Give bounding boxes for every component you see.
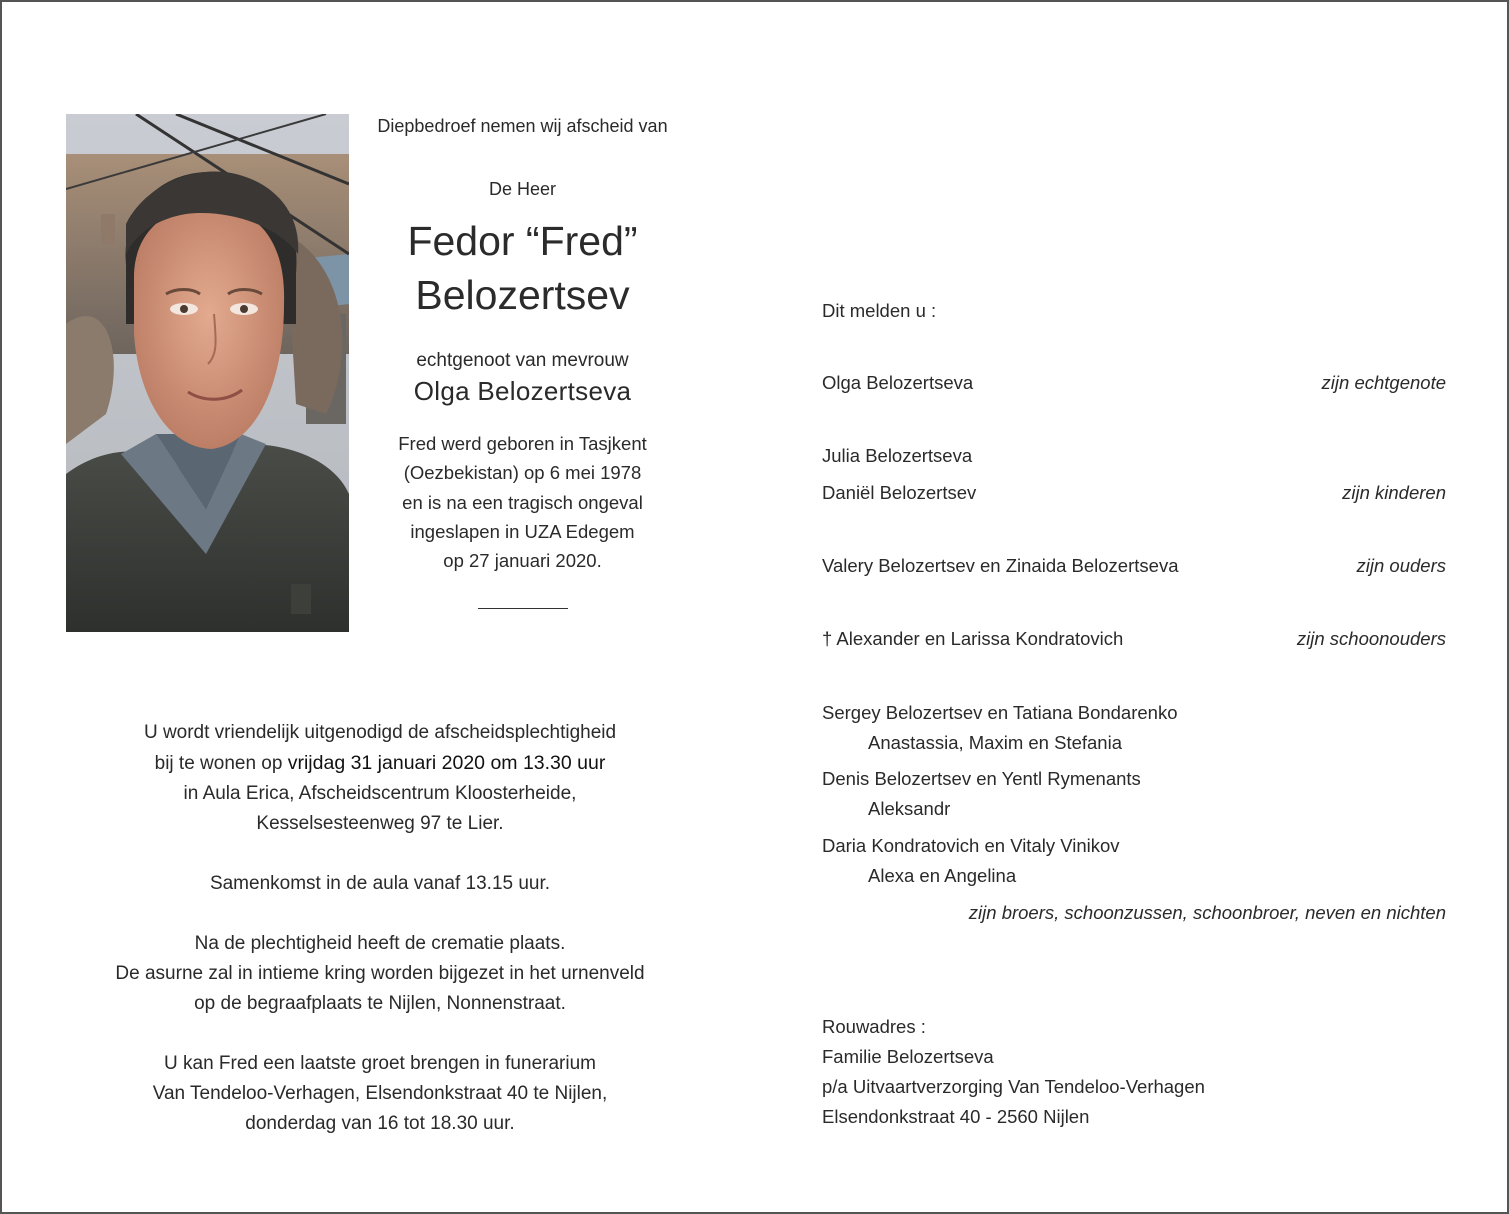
intro-text: Diepbedroef nemen wij afscheid van <box>377 116 668 136</box>
family-name: Valery Belozertsev en Zinaida Belozertseva <box>822 555 1179 576</box>
visit-line: U kan Fred een laatste groet brengen in funerarium <box>164 1053 596 1074</box>
family-row-parents <box>822 553 1446 579</box>
deceased-name-line-1: Fedor “Fred” <box>407 218 638 264</box>
family-name: Julia Belozertseva <box>822 445 973 466</box>
deceased-announcement <box>370 114 675 609</box>
family-relation: zijn schoonouders <box>1296 628 1446 649</box>
family-row-siblings-relation <box>822 900 1446 926</box>
cremation-line: De asurne zal in intieme kring worden bijgezet in het urnenveld <box>115 963 645 984</box>
deceased-name-line-2: Belozertsev <box>415 272 630 318</box>
address-line: p/a Uitvaartverzorging Van Tendeloo-Verhagen <box>822 1076 1205 1097</box>
family-name: Daria Kondratovich en Vitaly Vinikov <box>822 835 1120 856</box>
bio-line: op 27 januari 2020. <box>443 550 602 572</box>
ceremony-line: U wordt vriendelijk uitgenodigd de afscheidsplechtigheid <box>143 722 617 743</box>
ceremony-info <box>80 718 680 1169</box>
visit-line: donderdag van 16 tot 18.30 uur. <box>245 1113 515 1134</box>
family-row-grandchildren <box>822 863 1446 889</box>
family-name: Sergey Belozertsev en Tatiana Bondarenko <box>822 702 1178 723</box>
bio-line: en is na een tragisch ongeval <box>402 491 643 513</box>
family-row-spouse <box>822 370 1446 396</box>
bio-line: ingeslapen in UZA Edegem <box>410 520 635 542</box>
spouse-name: Olga Belozertseva <box>413 376 632 406</box>
family-row-child <box>822 443 1446 469</box>
bio-line: (Oezbekistan) op 6 mei 1978 <box>403 462 642 484</box>
family-relation: zijn echtgenote <box>1321 372 1446 393</box>
address-line-row <box>822 1104 1446 1130</box>
family-name: Olga Belozertseva <box>822 372 974 393</box>
ceremony-date: vrijdag 31 januari 2020 om 13.30 uur <box>287 752 606 774</box>
ceremony-line: in Aula Erica, Afscheidscentrum Kloosterheide, <box>183 783 577 804</box>
family-row-sibling <box>822 833 1446 859</box>
ceremony-invitation <box>80 718 680 839</box>
ceremony-line: Kesselsesteenweg 97 te Lier. <box>256 813 504 834</box>
portrait-photo <box>66 114 349 632</box>
family-relation: zijn broers, schoonzussen, schoonbroer, neven en nichten <box>968 902 1446 923</box>
address-label: Rouwadres : <box>822 1016 926 1037</box>
honorific: De Heer <box>488 179 557 199</box>
family-name: Alexa en Angelina <box>868 865 1017 886</box>
family-name: Denis Belozertsev en Yentl Rymenants <box>822 768 1141 789</box>
address-line-row <box>822 1044 1446 1070</box>
family-heading-text: Dit melden u : <box>822 300 937 321</box>
family-heading <box>822 298 1446 324</box>
gathering-line: Samenkomst in de aula vanaf 13.15 uur. <box>209 873 551 894</box>
deceased-name <box>370 214 675 322</box>
cremation-line: op de begraafplaats te Nijlen, Nonnenstraat. <box>194 993 566 1014</box>
divider <box>478 608 568 609</box>
cremation-line: Na de plechtigheid heeft de crematie plaats. <box>194 933 566 954</box>
visit-line: Van Tendeloo-Verhagen, Elsendonkstraat 40 te Nijlen, <box>152 1083 608 1104</box>
family-row-sibling <box>822 700 1446 726</box>
family-row-child <box>822 480 1446 506</box>
family-name: † Alexander en Larissa Kondratovich <box>822 628 1124 649</box>
address-line-row <box>822 1074 1446 1100</box>
biography <box>370 429 675 575</box>
address-label-row <box>822 1014 1446 1040</box>
gathering-info <box>80 869 680 899</box>
family-relation: zijn ouders <box>1356 555 1446 576</box>
address-line: Familie Belozertseva <box>822 1046 994 1067</box>
family-name: Aleksandr <box>868 798 951 819</box>
family-row-grandchildren <box>822 796 1446 822</box>
family-name: Daniël Belozertsev <box>822 482 977 503</box>
ceremony-line: bij te wonen op <box>154 753 288 774</box>
family-name: Anastassia, Maxim en Stefania <box>868 732 1122 753</box>
family-row-grandchildren <box>822 730 1446 756</box>
bio-line: Fred werd geboren in Tasjkent <box>398 433 647 454</box>
visit-info <box>80 1049 680 1139</box>
spouse-intro: echtgenoot van mevrouw <box>416 350 629 371</box>
family-row-sibling <box>822 766 1446 792</box>
cremation-info <box>80 929 680 1019</box>
family-relation: zijn kinderen <box>1342 482 1446 503</box>
address-line: Elsendonkstraat 40 - 2560 Nijlen <box>822 1106 1090 1127</box>
family-row-in-laws <box>822 626 1446 652</box>
